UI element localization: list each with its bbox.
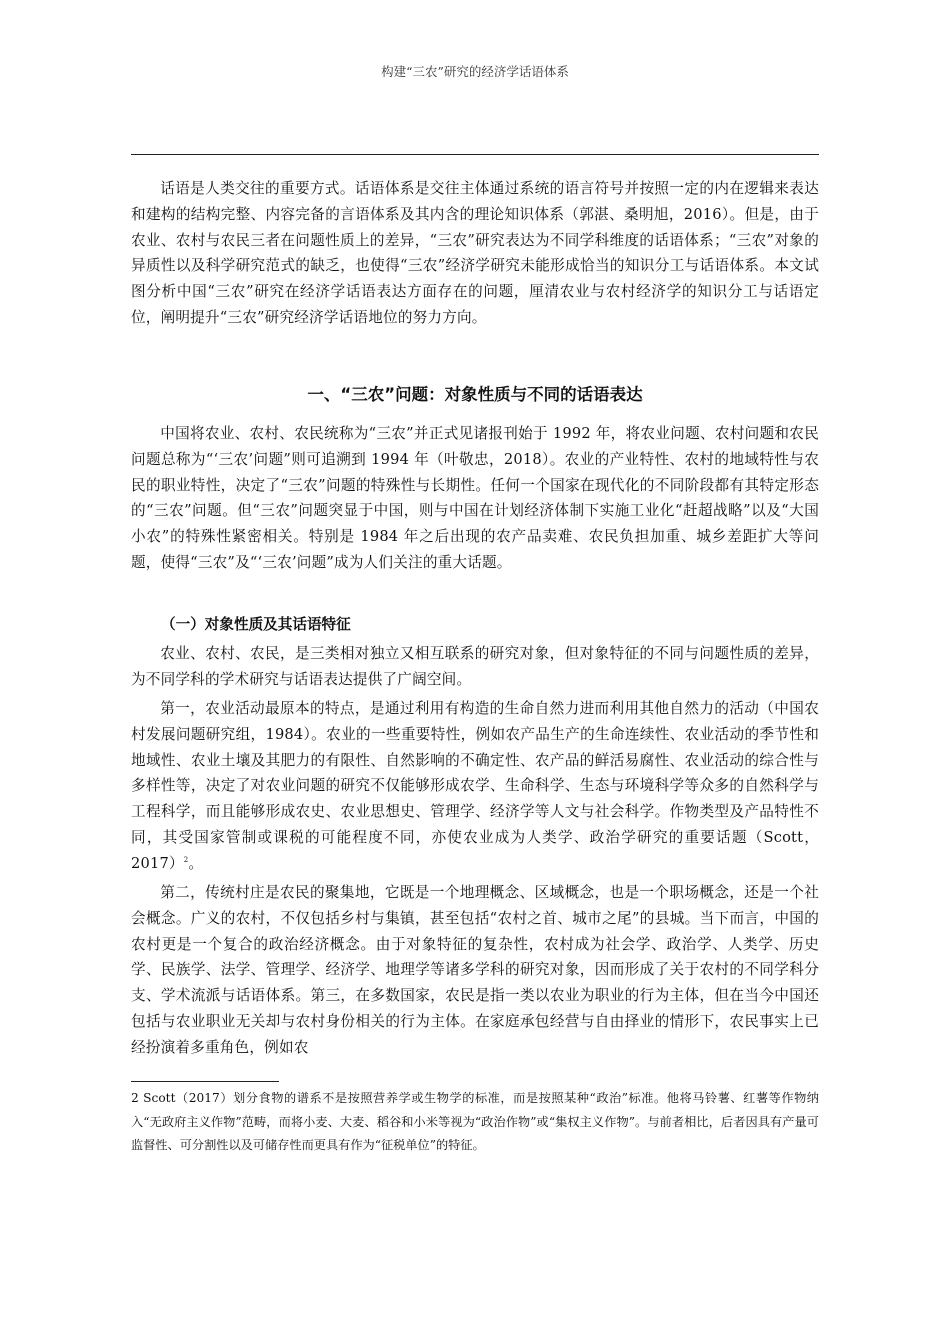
section-paragraph-1: 中国将农业、农村、农民统称为“三农”并正式见诸报刊始于 1992 年，将农业问题、农村问题和农民问题总称为“‘三农’问题”则可追溯到 1994 年（叶敬忠，2018）。农业的产业特性、农村的地域特性与农民的职业特性，决定了“三农”问题的特殊性与长期性。任何一个国家在现代化的不同阶段都有其特定形态的“三农”问题。但“三农”问题突显于中国，则与中国在计划经济体制下实施工业化“赶超战略”以及“大国小农”的特殊性紧密相关。特别是 1984 年之后出现的农产品卖难、农民负担加重、城乡差距扩大等问题，使得“三农”及“‘三农’问题”成为人们关注的重大话题。 — [131, 425, 819, 571]
section-heading: 一、“三农”问题：对象性质与不同的话语表达 — [307, 385, 643, 404]
header-divider — [131, 154, 819, 155]
running-header: 构建“三农”研究的经济学话语体系 — [381, 64, 569, 79]
intro-paragraph: 话语是人类交往的重要方式。话语体系是交往主体通过系统的语言符号并按照一定的内在逻辑来表达和建构的结构完整、内容完备的言语体系及其内含的理论知识体系（郭湛、桑明旭，2016）。但是，由于农业、农村与农民三者在问题性质上的差异，“三农”研究表达为不同学科维度的话语体系；“三农”对象的异质性以及科学研究范式的缺乏，也使得“三农”经济学研究未能形成恰当的知识分工与话语体系。本文试图分析中国“三农”研究在经济学话语表达方面存在的问题，厘清农业与农村经济学的知识分工与话语定位，阐明提升“三农”研究经济学话语地位的努力方向。 — [131, 180, 819, 326]
subsection-heading: （一）对象性质及其话语特征 — [161, 616, 351, 633]
footnote-reference: 2 — [183, 855, 189, 864]
footnote-divider — [131, 1081, 279, 1082]
section-paragraph-3 — [131, 696, 819, 877]
paragraph-3-text: 第一，农业活动最原本的特点，是通过利用有构造的生命自然力进而利用其他自然力的活动（中国农村发展问题研究组，1984）。农业的一些重要特性，例如农产品生产的生命连续性、农业活动的季节性和地域性、农业土壤及其肥力的有限性、自然影响的不确定性、农产品的鲜活易腐性、农业活动的综合性与多样性等，决定了对农业问题的研究不仅能够形成农学、生命科学、生态与环境科学等众多的自然科学与工程科学，而且能够形成农史、农业思想史、管理学、经济学等人文与社会科学。作物类型及产品特性不同，其受国家管制或课税的可能程度不同，亦使农业成为人类学、政治学研究的重要话题（Scott，2017） — [131, 700, 819, 872]
footnote: 2 Scott（2017）划分食物的谱系不是按照营养学或生物学的标准，而是按照某种“政治”标准。他将马铃薯、红薯等作物纳入“无政府主义作物”范畴，而将小麦、大麦、稻谷和小米等视为“政治作物”或“集权主义作物”。与前者相比，后者因具有产量可监督性、可分割性以及可储存性而更具有作为“征税单位”的特征。 — [131, 1091, 819, 1152]
section-paragraph-2: 农业、农村、农民，是三类相对独立又相互联系的研究对象，但对象特征的不同与问题性质的差异，为不同学科的学术研究与话语表达提供了广阔空间。 — [131, 645, 819, 688]
paragraph-3-end: 。 — [188, 854, 204, 872]
section-paragraph-4: 第二，传统村庄是农民的聚集地，它既是一个地理概念、区域概念，也是一个职场概念，还是一个社会概念。广义的农村，不仅包括乡村与集镇，甚至包括“农村之首、城市之尾”的县城。当下而言，中国的农村更是一个复合的政治经济概念。由于对象特征的复杂性，农村成为社会学、政治学、人类学、历史学、民族学、法学、管理学、经济学、地理学等诸多学科的研究对象，因而形成了关于农村的不同学科分支、学术流派与话语体系。第三，在多数国家，农民是指一类以农业为职业的行为主体，但在当今中国还包括与农业职业无关却与农村身份相关的行为主体。在家庭承包经营与自由择业的情形下，农民事实上已经扮演着多重角色，例如农 — [131, 884, 819, 1056]
